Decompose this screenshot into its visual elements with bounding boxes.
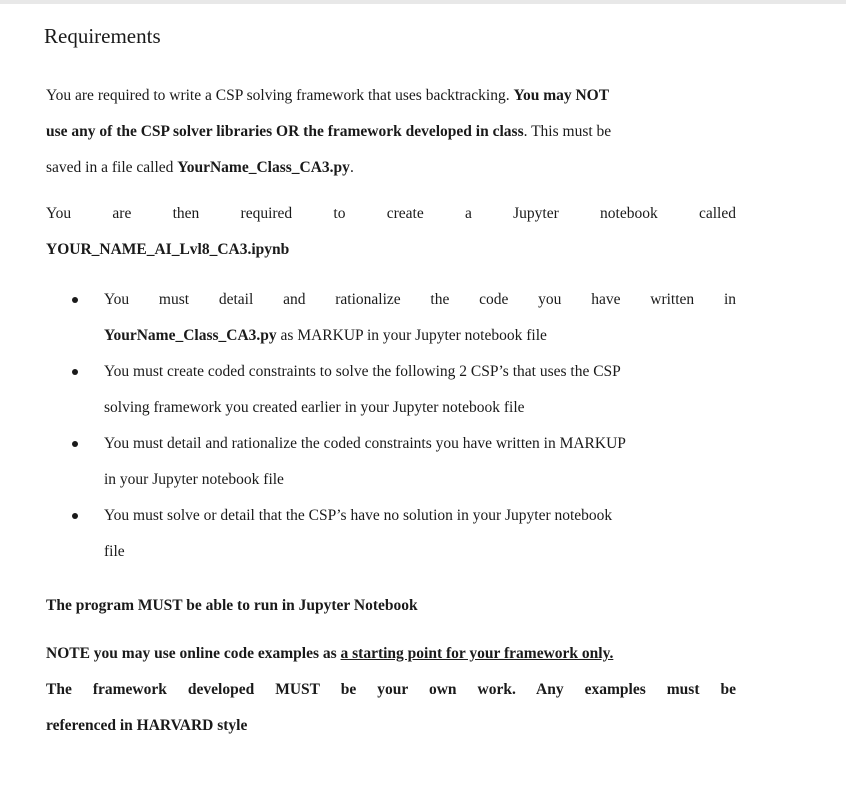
notebook-line-1: You are then required to create a Jupyter notebook called: [46, 205, 736, 222]
intro-bold-may-not: You may NOT: [513, 87, 610, 104]
intro-filename: YourName_Class_CA3.py: [177, 159, 350, 176]
bullet-icon: [72, 513, 78, 519]
notebook-filename: YOUR_NAME_AI_Lvl8_CA3.ipynb: [46, 241, 290, 258]
intro-line-2: use any of the CSP solver libraries OR the framework developed in class. This must be: [46, 123, 612, 140]
intro-bold-libraries: use any of the CSP solver libraries OR the framework developed in class: [46, 123, 524, 140]
section-heading: Requirements: [44, 24, 161, 48]
intro-line-3: saved in a file called YourName_Class_CA3.py.: [46, 159, 354, 176]
final-note-line-2: The framework developed MUST be your own work. Any examples must be: [46, 681, 736, 698]
final-note-line-3: referenced in HARVARD style: [46, 717, 248, 734]
intro-line-1: You are required to write a CSP solving framework that uses backtracking. You may NOT: [46, 87, 610, 104]
top-rule: [0, 0, 846, 4]
list-item: You must detail and rationalize the coded constraints you have written in MARKUP in your Jupyter notebook file: [46, 426, 736, 498]
notebook-paragraph: [46, 196, 736, 268]
intro-paragraph: [46, 78, 736, 186]
requirements-list: [46, 282, 736, 570]
program-note: The program MUST be able to run in Jupyter Notebook: [46, 597, 418, 614]
final-note: [46, 636, 736, 744]
list-item: You must create coded constraints to solve the following 2 CSP’s that uses the CSP solving framework you created earlier in your Jupyter notebook file: [46, 354, 736, 426]
final-note-line-1: NOTE you may use online code examples as a starting point for your framework only.: [46, 645, 614, 662]
bullet-icon: [72, 441, 78, 447]
list-item: You must solve or detail that the CSP’s have no solution in your Jupyter notebook file: [46, 498, 736, 570]
notebook-line-2: [46, 232, 736, 268]
bullet-icon: [72, 369, 78, 375]
underlined-phrase: a starting point for your framework only.: [340, 645, 614, 662]
bullet-icon: [72, 297, 78, 303]
list-item: You must detail and rationalize the code you have written in YourName_Class_CA3.py as MARKUP in your Jupyter notebook file: [46, 282, 736, 354]
